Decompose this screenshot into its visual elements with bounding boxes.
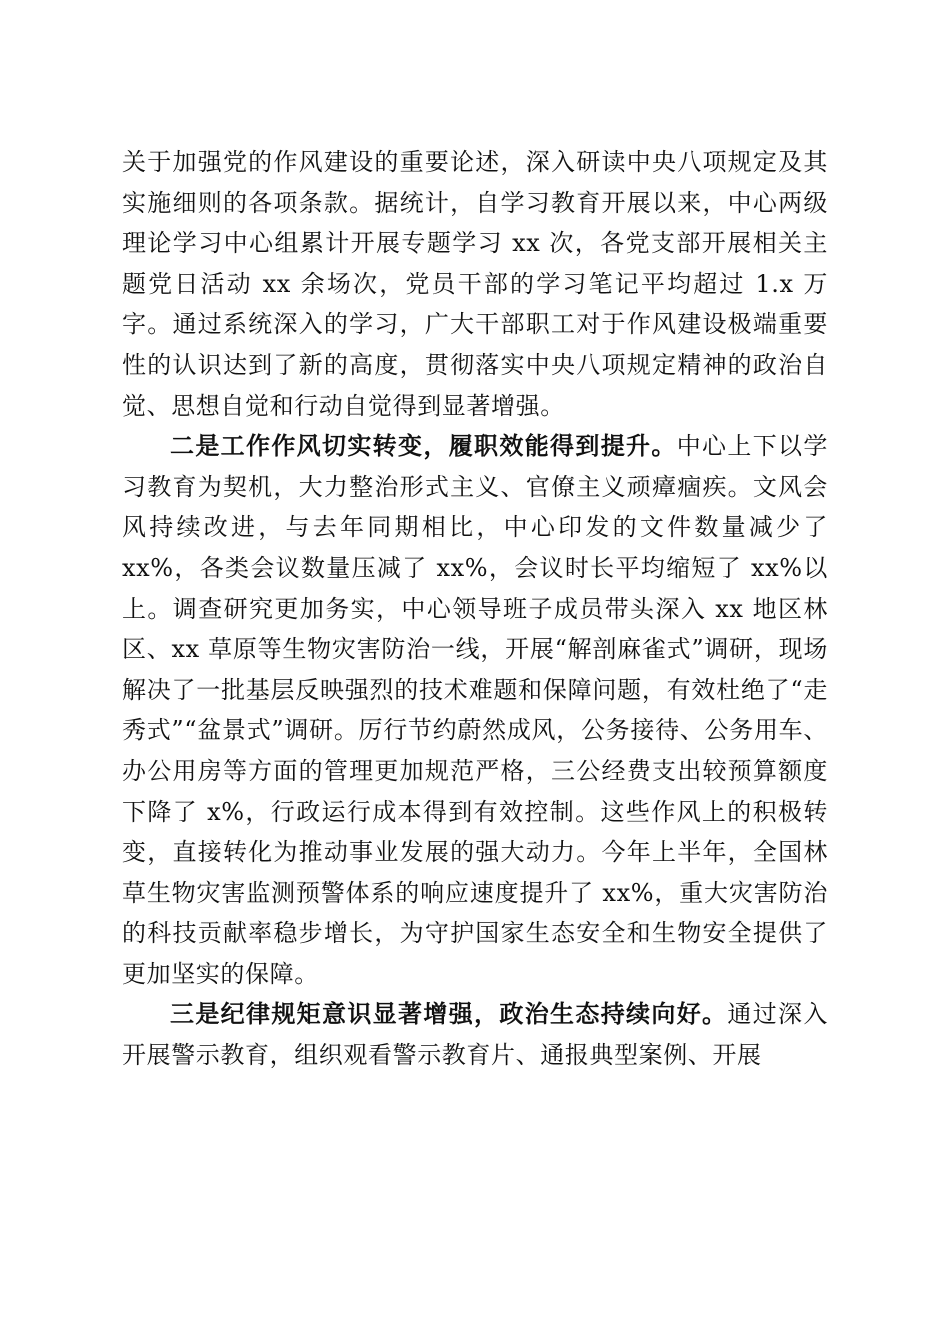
document-body	[122, 142, 828, 1076]
paragraph-continued	[122, 142, 828, 426]
paragraph-text: 中心上下以学习教育为契机，大力整治形式主义、官僚主义顽瘴痼疾。文风会风持续改进，与去年同期相比，中心印发的文件数量减少了 xx%，各类会议数量压减了 xx%，会议时长平均缩短了 xx%以上。调查研究更加务实，中心领导班子成员带头深入 xx 地区林区、xx 草原等生物灾害防治一线，开展“解剖麻雀式”调研，现场解决了一批基层反映强烈的技术难题和保障问题，有效杜绝了“走秀式”“盆景式”调研。厉行节约蔚然成风，公务接待、公务用车、办公用房等方面的管理更加规范严格，三公经费支出较预算额度下降了 x%，行政运行成本得到有效控制。这些作风上的积极转变，直接转化为推动事业发展的强大动力。今年上半年，全国林草生物灾害监测预警体系的响应速度提升了 xx%，重大灾害防治的科技贡献率稳步增长，为守护国家生态安全和生物安全提供了更加坚实的保障。	[122, 432, 828, 988]
paragraph-work-style	[122, 426, 828, 994]
paragraph-lead: 三是纪律规矩意识显著增强，政治生态持续向好。	[170, 999, 728, 1029]
paragraph-lead: 二是工作作风切实转变，履职效能得到提升。	[170, 431, 677, 461]
paragraph-discipline	[122, 994, 828, 1075]
paragraph-text: 通过深入开展警示教育，组织观看警示教育片、通报典型案例、开展	[122, 1000, 828, 1070]
paragraph-text: 关于加强党的作风建设的重要论述，深入研读中央八项规定及其实施细则的各项条款。据统计，自学习教育开展以来，中心两级理论学习中心组累计开展专题学习 xx 次，各党支部开展相关主题党日活动 xx 余场次，党员干部的学习笔记平均超过 1.x 万字。通过系统深入的学习，广大干部职工对于作风建设极端重要性的认识达到了新的高度，贯彻落实中央八项规定精神的政治自觉、思想自觉和行动自觉得到显著增强。	[122, 148, 828, 420]
